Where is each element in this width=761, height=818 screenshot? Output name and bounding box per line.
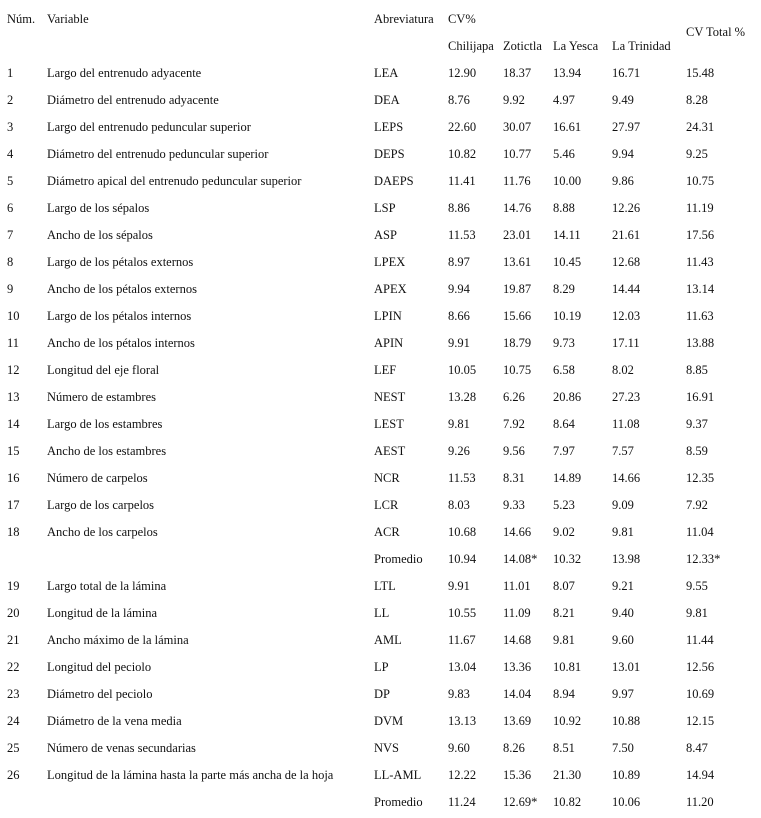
row-cv-la-trinidad: 13.01 xyxy=(612,660,641,674)
row-num: 21 xyxy=(7,633,20,647)
row-cv-la-trinidad: 9.97 xyxy=(612,687,634,701)
header-site-la-yesca: La Yesca xyxy=(553,39,599,53)
row-abbreviation: LPEX xyxy=(374,255,406,269)
row-cv-zotictla: 13.69 xyxy=(503,714,532,728)
row-num: 2 xyxy=(7,93,14,107)
row-cv-total: 8.59 xyxy=(686,444,708,458)
row-cv-zotictla: 8.31 xyxy=(503,471,525,485)
row-cv-la-yesca: 8.88 xyxy=(553,201,575,215)
row-cv-total: 9.25 xyxy=(686,147,708,161)
row-cv-zotictla: 11.76 xyxy=(503,174,531,188)
row-cv-zotictla: 18.79 xyxy=(503,336,532,350)
row-abbreviation: NEST xyxy=(374,390,406,404)
row-num: 5 xyxy=(7,174,14,188)
row-cv-la-yesca: 16.61 xyxy=(553,120,582,134)
row-abbreviation: DEPS xyxy=(374,147,405,161)
row-cv-chilijapa: 9.94 xyxy=(448,282,470,296)
row-cv-la-yesca: 14.89 xyxy=(553,471,582,485)
row-num: 15 xyxy=(7,444,20,458)
row-variable: Largo de los pétalos internos xyxy=(47,309,192,323)
row-cv-chilijapa: 10.68 xyxy=(448,525,477,539)
row-cv-la-yesca: 10.19 xyxy=(553,309,582,323)
row-abbreviation: ACR xyxy=(374,525,400,539)
row-cv-la-trinidad: 9.60 xyxy=(612,633,634,647)
row-num: 20 xyxy=(7,606,20,620)
row-cv-la-yesca: 8.94 xyxy=(553,687,575,701)
row-cv-la-trinidad: 9.40 xyxy=(612,606,634,620)
row-abbreviation: LSP xyxy=(374,201,396,215)
row-num: 7 xyxy=(7,228,14,242)
row-cv-la-trinidad: 21.61 xyxy=(612,228,641,242)
row-cv-chilijapa: 10.55 xyxy=(448,606,477,620)
row-cv-total: 16.91 xyxy=(686,390,715,404)
row-cv-chilijapa: 8.03 xyxy=(448,498,470,512)
row-cv-zotictla: 14.68 xyxy=(503,633,532,647)
row-cv-chilijapa: 11.53 xyxy=(448,471,476,485)
row-cv-la-trinidad: 17.11 xyxy=(612,336,640,350)
row-cv-total: 13.88 xyxy=(686,336,715,350)
row-cv-total: 9.37 xyxy=(686,417,708,431)
row-abbreviation: NVS xyxy=(374,741,400,755)
row-cv-chilijapa: 12.22 xyxy=(448,768,477,782)
row-cv-la-yesca: 8.21 xyxy=(553,606,575,620)
row-cv-la-yesca: 9.81 xyxy=(553,633,575,647)
row-abbreviation: LL-AML xyxy=(374,768,422,782)
row-cv-total: 11.04 xyxy=(686,525,714,539)
row-abbreviation: ASP xyxy=(374,228,397,242)
row-abbreviation: Promedio xyxy=(374,795,423,809)
row-abbreviation: LEA xyxy=(374,66,399,80)
row-abbreviation: DEA xyxy=(374,93,400,107)
row-cv-zotictla: 30.07 xyxy=(503,120,532,134)
row-cv-zotictla: 23.01 xyxy=(503,228,532,242)
row-cv-zotictla: 15.66 xyxy=(503,309,532,323)
row-cv-la-yesca: 8.07 xyxy=(553,579,575,593)
row-cv-la-trinidad: 16.71 xyxy=(612,66,641,80)
row-variable: Largo total de la lámina xyxy=(47,579,167,593)
row-num: 25 xyxy=(7,741,20,755)
row-variable: Ancho de los pétalos internos xyxy=(47,336,195,350)
row-cv-zotictla: 14.04 xyxy=(503,687,532,701)
row-variable: Diámetro apical del entrenudo peduncular superior xyxy=(47,174,302,188)
row-cv-total: 12.56 xyxy=(686,660,715,674)
row-variable: Ancho de los estambres xyxy=(47,444,167,458)
row-cv-total: 7.92 xyxy=(686,498,708,512)
row-cv-zotictla: 8.26 xyxy=(503,741,525,755)
row-cv-la-yesca: 6.58 xyxy=(553,363,575,377)
row-cv-chilijapa: 8.76 xyxy=(448,93,470,107)
row-cv-total: 11.44 xyxy=(686,633,714,647)
header-cv-total: CV Total % xyxy=(686,25,746,39)
row-variable: Largo de los estambres xyxy=(47,417,163,431)
row-cv-la-trinidad: 14.44 xyxy=(612,282,641,296)
row-cv-total: 14.94 xyxy=(686,768,715,782)
header-abbreviation: Abreviatura xyxy=(374,12,434,26)
row-num: 18 xyxy=(7,525,20,539)
row-cv-total: 8.28 xyxy=(686,93,708,107)
row-cv-la-yesca: 13.94 xyxy=(553,66,582,80)
row-cv-chilijapa: 11.67 xyxy=(448,633,476,647)
row-variable: Ancho de los carpelos xyxy=(47,525,158,539)
row-variable: Número de carpelos xyxy=(47,471,148,485)
row-variable: Número de venas secundarias xyxy=(47,741,196,755)
row-cv-zotictla: 14.08* xyxy=(503,552,538,566)
row-num: 14 xyxy=(7,417,20,431)
row-variable: Ancho de los sépalos xyxy=(47,228,153,242)
row-cv-la-trinidad: 9.86 xyxy=(612,174,634,188)
row-cv-la-trinidad: 12.26 xyxy=(612,201,641,215)
header-num: Núm. xyxy=(7,12,36,26)
row-cv-la-trinidad: 27.23 xyxy=(612,390,641,404)
row-cv-chilijapa: 10.05 xyxy=(448,363,477,377)
row-variable: Diámetro del peciolo xyxy=(47,687,153,701)
row-cv-zotictla: 10.75 xyxy=(503,363,532,377)
row-cv-zotictla: 10.77 xyxy=(503,147,532,161)
row-cv-zotictla: 18.37 xyxy=(503,66,532,80)
row-cv-zotictla: 11.01 xyxy=(503,579,531,593)
row-cv-zotictla: 19.87 xyxy=(503,282,532,296)
row-cv-zotictla: 14.66 xyxy=(503,525,532,539)
row-cv-total: 12.15 xyxy=(686,714,715,728)
row-cv-total: 10.75 xyxy=(686,174,715,188)
row-abbreviation: LL xyxy=(374,606,390,620)
row-cv-chilijapa: 22.60 xyxy=(448,120,477,134)
row-abbreviation: LEST xyxy=(374,417,404,431)
row-num: 4 xyxy=(7,147,14,161)
row-num: 3 xyxy=(7,120,14,134)
row-cv-zotictla: 13.61 xyxy=(503,255,532,269)
row-variable: Ancho de los pétalos externos xyxy=(47,282,197,296)
row-cv-chilijapa: 12.90 xyxy=(448,66,477,80)
row-variable: Número de estambres xyxy=(47,390,156,404)
row-cv-total: 8.85 xyxy=(686,363,708,377)
header-cv-group: CV% xyxy=(448,12,476,26)
row-cv-chilijapa: 11.41 xyxy=(448,174,476,188)
row-variable: Longitud del eje floral xyxy=(47,363,160,377)
row-cv-la-trinidad: 8.02 xyxy=(612,363,634,377)
row-num: 26 xyxy=(7,768,20,782)
row-cv-zotictla: 12.69* xyxy=(503,795,538,809)
row-cv-la-trinidad: 9.81 xyxy=(612,525,634,539)
row-num: 1 xyxy=(7,66,14,80)
row-variable: Largo de los pétalos externos xyxy=(47,255,194,269)
row-variable: Longitud del peciolo xyxy=(47,660,152,674)
row-variable: Diámetro del entrenudo adyacente xyxy=(47,93,219,107)
row-cv-zotictla: 15.36 xyxy=(503,768,532,782)
row-cv-total: 11.63 xyxy=(686,309,714,323)
row-num: 16 xyxy=(7,471,20,485)
row-abbreviation: LTL xyxy=(374,579,396,593)
row-cv-zotictla: 7.92 xyxy=(503,417,525,431)
row-num: 23 xyxy=(7,687,20,701)
row-cv-la-yesca: 20.86 xyxy=(553,390,582,404)
row-num: 22 xyxy=(7,660,20,674)
row-cv-la-trinidad: 9.49 xyxy=(612,93,634,107)
row-cv-chilijapa: 9.81 xyxy=(448,417,470,431)
row-cv-chilijapa: 10.94 xyxy=(448,552,477,566)
row-cv-la-trinidad: 9.09 xyxy=(612,498,634,512)
row-num: 6 xyxy=(7,201,14,215)
row-num: 13 xyxy=(7,390,20,404)
row-cv-total: 12.33* xyxy=(686,552,721,566)
row-cv-zotictla: 9.56 xyxy=(503,444,525,458)
row-cv-la-yesca: 5.46 xyxy=(553,147,575,161)
row-cv-chilijapa: 9.83 xyxy=(448,687,470,701)
row-num: 19 xyxy=(7,579,20,593)
row-abbreviation: LEF xyxy=(374,363,397,377)
row-num: 9 xyxy=(7,282,14,296)
row-variable: Largo de los sépalos xyxy=(47,201,150,215)
row-cv-la-yesca: 9.02 xyxy=(553,525,575,539)
row-cv-la-yesca: 21.30 xyxy=(553,768,582,782)
row-cv-zotictla: 9.92 xyxy=(503,93,525,107)
row-cv-la-trinidad: 12.68 xyxy=(612,255,641,269)
row-cv-la-trinidad: 9.21 xyxy=(612,579,634,593)
row-cv-total: 12.35 xyxy=(686,471,715,485)
row-num: 10 xyxy=(7,309,20,323)
header-variable: Variable xyxy=(47,12,89,26)
row-cv-la-yesca: 9.73 xyxy=(553,336,575,350)
row-variable: Largo del entrenudo adyacente xyxy=(47,66,202,80)
row-cv-chilijapa: 8.66 xyxy=(448,309,470,323)
row-abbreviation: Promedio xyxy=(374,552,423,566)
row-num: 24 xyxy=(7,714,20,728)
row-cv-la-trinidad: 11.08 xyxy=(612,417,640,431)
row-cv-total: 11.20 xyxy=(686,795,714,809)
row-abbreviation: LPIN xyxy=(374,309,402,323)
row-variable: Diámetro del entrenudo peduncular superior xyxy=(47,147,269,161)
row-cv-zotictla: 13.36 xyxy=(503,660,532,674)
row-cv-chilijapa: 11.24 xyxy=(448,795,476,809)
header-site-chilijapa: Chilijapa xyxy=(448,39,494,53)
row-cv-la-yesca: 14.11 xyxy=(553,228,581,242)
row-cv-la-yesca: 10.45 xyxy=(553,255,582,269)
row-cv-total: 24.31 xyxy=(686,120,715,134)
row-num: 8 xyxy=(7,255,14,269)
row-cv-chilijapa: 9.91 xyxy=(448,579,470,593)
row-cv-total: 15.48 xyxy=(686,66,715,80)
row-variable: Longitud de la lámina xyxy=(47,606,158,620)
row-cv-la-trinidad: 10.06 xyxy=(612,795,641,809)
row-cv-la-yesca: 5.23 xyxy=(553,498,575,512)
row-abbreviation: LEPS xyxy=(374,120,404,134)
row-cv-chilijapa: 13.28 xyxy=(448,390,477,404)
row-cv-total: 9.55 xyxy=(686,579,708,593)
row-cv-la-trinidad: 10.88 xyxy=(612,714,641,728)
row-cv-la-yesca: 4.97 xyxy=(553,93,575,107)
row-abbreviation: DP xyxy=(374,687,390,701)
row-num: 12 xyxy=(7,363,20,377)
row-abbreviation: LCR xyxy=(374,498,399,512)
row-cv-total: 13.14 xyxy=(686,282,715,296)
row-num: 17 xyxy=(7,498,20,512)
row-cv-total: 11.19 xyxy=(686,201,714,215)
row-variable: Largo de los carpelos xyxy=(47,498,155,512)
row-cv-la-trinidad: 12.03 xyxy=(612,309,641,323)
row-abbreviation: AEST xyxy=(374,444,406,458)
row-cv-la-yesca: 7.97 xyxy=(553,444,575,458)
row-num: 11 xyxy=(7,336,20,350)
row-cv-la-trinidad: 10.89 xyxy=(612,768,641,782)
row-cv-la-yesca: 8.29 xyxy=(553,282,575,296)
row-cv-zotictla: 6.26 xyxy=(503,390,525,404)
row-cv-zotictla: 11.09 xyxy=(503,606,531,620)
header-site-la-trinidad: La Trinidad xyxy=(612,39,671,53)
row-cv-la-trinidad: 7.50 xyxy=(612,741,634,755)
row-cv-zotictla: 14.76 xyxy=(503,201,532,215)
row-abbreviation: LP xyxy=(374,660,389,674)
row-cv-total: 8.47 xyxy=(686,741,708,755)
row-cv-la-trinidad: 9.94 xyxy=(612,147,634,161)
row-cv-chilijapa: 9.91 xyxy=(448,336,470,350)
row-abbreviation: APEX xyxy=(374,282,407,296)
row-cv-la-trinidad: 14.66 xyxy=(612,471,641,485)
row-abbreviation: DAEPS xyxy=(374,174,414,188)
row-variable: Longitud de la lámina hasta la parte más ancha de la hoja xyxy=(47,768,334,782)
row-abbreviation: DVM xyxy=(374,714,404,728)
row-cv-la-yesca: 10.82 xyxy=(553,795,582,809)
header-site-zotictla: Zotictla xyxy=(503,39,542,53)
row-abbreviation: AML xyxy=(374,633,402,647)
row-abbreviation: NCR xyxy=(374,471,400,485)
row-abbreviation: APIN xyxy=(374,336,404,350)
row-cv-la-trinidad: 27.97 xyxy=(612,120,641,134)
row-variable: Ancho máximo de la lámina xyxy=(47,633,189,647)
row-cv-total: 10.69 xyxy=(686,687,715,701)
row-cv-la-yesca: 10.92 xyxy=(553,714,582,728)
row-cv-total: 11.43 xyxy=(686,255,714,269)
row-cv-la-trinidad: 13.98 xyxy=(612,552,641,566)
row-cv-total: 9.81 xyxy=(686,606,708,620)
row-cv-la-yesca: 10.81 xyxy=(553,660,582,674)
row-cv-chilijapa: 8.97 xyxy=(448,255,470,269)
row-cv-la-yesca: 8.51 xyxy=(553,741,575,755)
row-cv-chilijapa: 13.13 xyxy=(448,714,477,728)
row-cv-chilijapa: 10.82 xyxy=(448,147,477,161)
row-variable: Diámetro de la vena media xyxy=(47,714,182,728)
row-cv-chilijapa: 11.53 xyxy=(448,228,476,242)
row-variable: Largo del entrenudo peduncular superior xyxy=(47,120,251,134)
row-cv-la-yesca: 10.32 xyxy=(553,552,582,566)
row-cv-chilijapa: 13.04 xyxy=(448,660,477,674)
row-cv-la-yesca: 10.00 xyxy=(553,174,582,188)
row-cv-zotictla: 9.33 xyxy=(503,498,525,512)
row-cv-chilijapa: 9.60 xyxy=(448,741,470,755)
row-cv-total: 17.56 xyxy=(686,228,715,242)
row-cv-la-yesca: 8.64 xyxy=(553,417,575,431)
row-cv-la-trinidad: 7.57 xyxy=(612,444,634,458)
row-cv-chilijapa: 8.86 xyxy=(448,201,470,215)
row-cv-chilijapa: 9.26 xyxy=(448,444,470,458)
